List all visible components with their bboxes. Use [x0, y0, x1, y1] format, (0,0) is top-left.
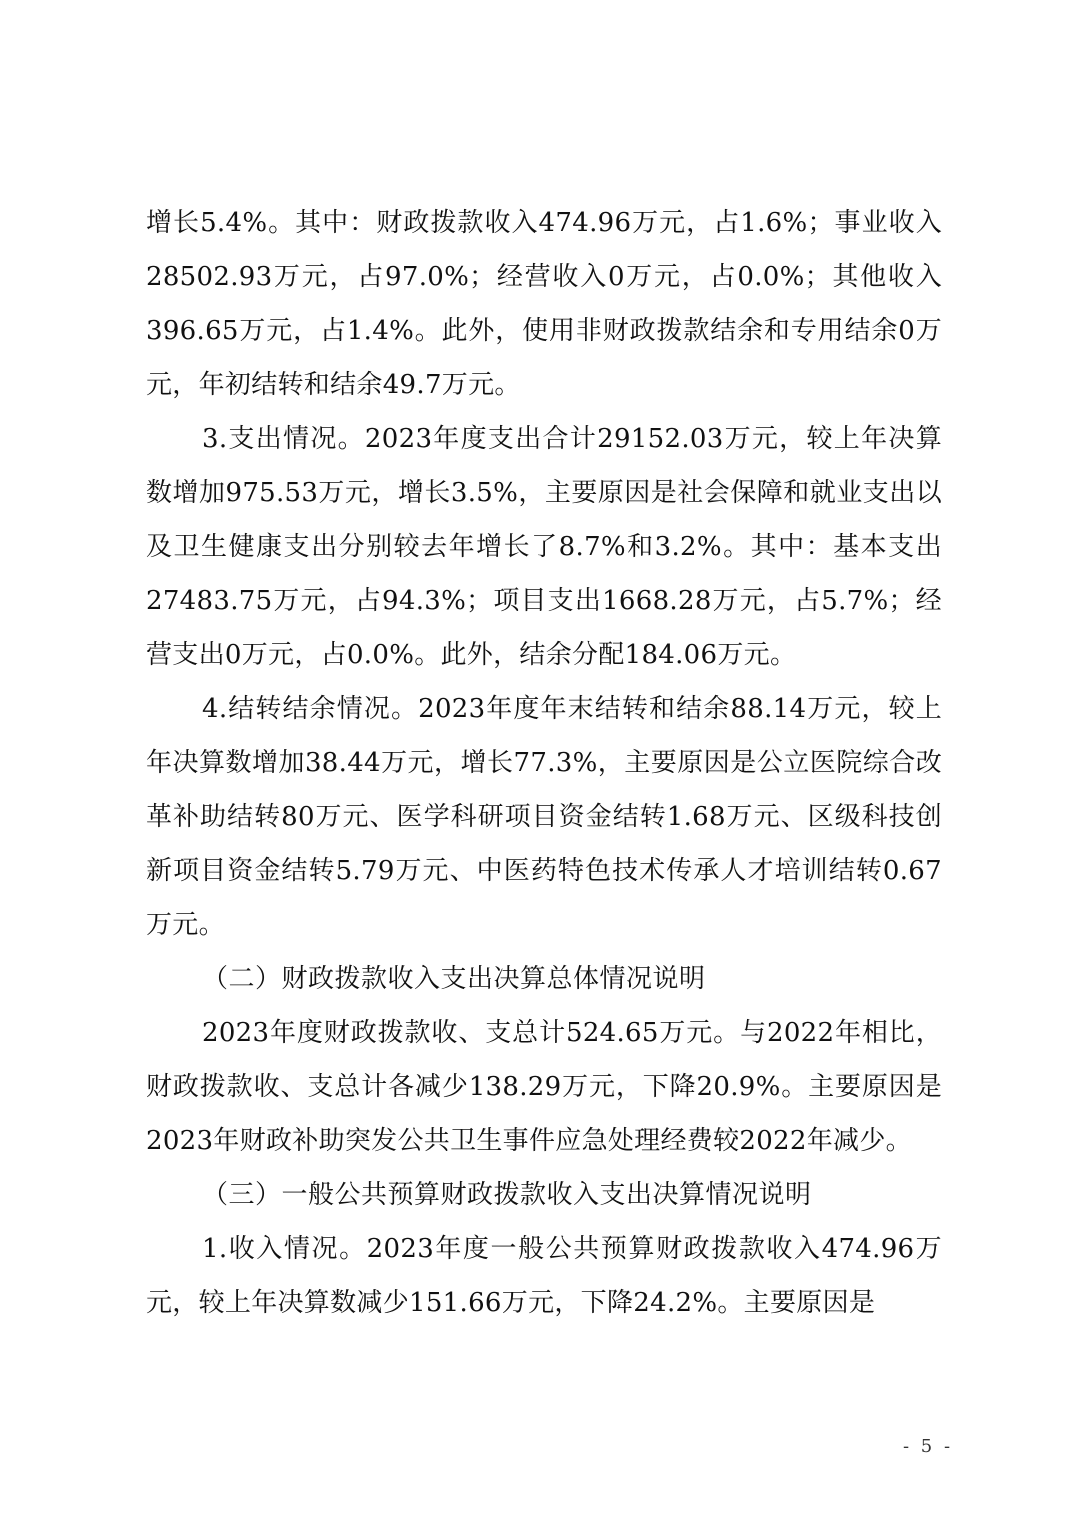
paragraph-expenditure: 3.支出情况。2023年度支出合计29152.03万元，较上年决算数增加975.53万元，增长3.5%，主要原因是社会保障和就业支出以及卫生健康支出分别较去年增长了8.7%和3.2%。其中：基本支出27483.75万元，占94.3%；项目支出1668.28万元，占5.7%；经营支出0万元，占0.0%。此外，结余分配184.06万元。 — [146, 424, 942, 670]
paragraph-fiscal-appropriation-total: 2023年度财政拨款收、支总计524.65万元。与2022年相比，财政拨款收、支总计各减少138.29万元，下降20.9%。主要原因是2023年财政补助突发公共卫生事件应急处理经费较2022年减少。 — [146, 1018, 942, 1156]
paragraph-income-breakdown: 增长5.4%。其中：财政拨款收入474.96万元，占1.6%；事业收入28502.93万元，占97.0%；经营收入0万元，占0.0%；其他收入396.65万元，占1.4%。此外，使用非财政拨款结余和专用结余0万元，年初结转和结余49.7万元。 — [146, 208, 942, 400]
section-heading-general-public-budget: （三）一般公共预算财政拨款收入支出决算情况说明 — [202, 1180, 812, 1210]
paragraph-general-budget-income: 1.收入情况。2023年度一般公共预算财政拨款收入474.96万元，较上年决算数减少151.66万元，下降24.2%。主要原因是 — [146, 1234, 942, 1318]
page-number: - 5 - — [902, 1436, 954, 1457]
paragraph-carryover-balance: 4.结转结余情况。2023年度年末结转和结余88.14万元，较上年决算数增加38.44万元，增长77.3%，主要原因是公立医院综合改革补助结转80万元、医学科研项目资金结转1.68万元、区级科技创新项目资金结转5.79万元、中医药特色技术传承人才培训结转0.67万元。 — [146, 694, 942, 940]
section-heading-fiscal-appropriation: （二）财政拨款收入支出决算总体情况说明 — [202, 964, 706, 994]
document-body — [146, 196, 942, 1330]
